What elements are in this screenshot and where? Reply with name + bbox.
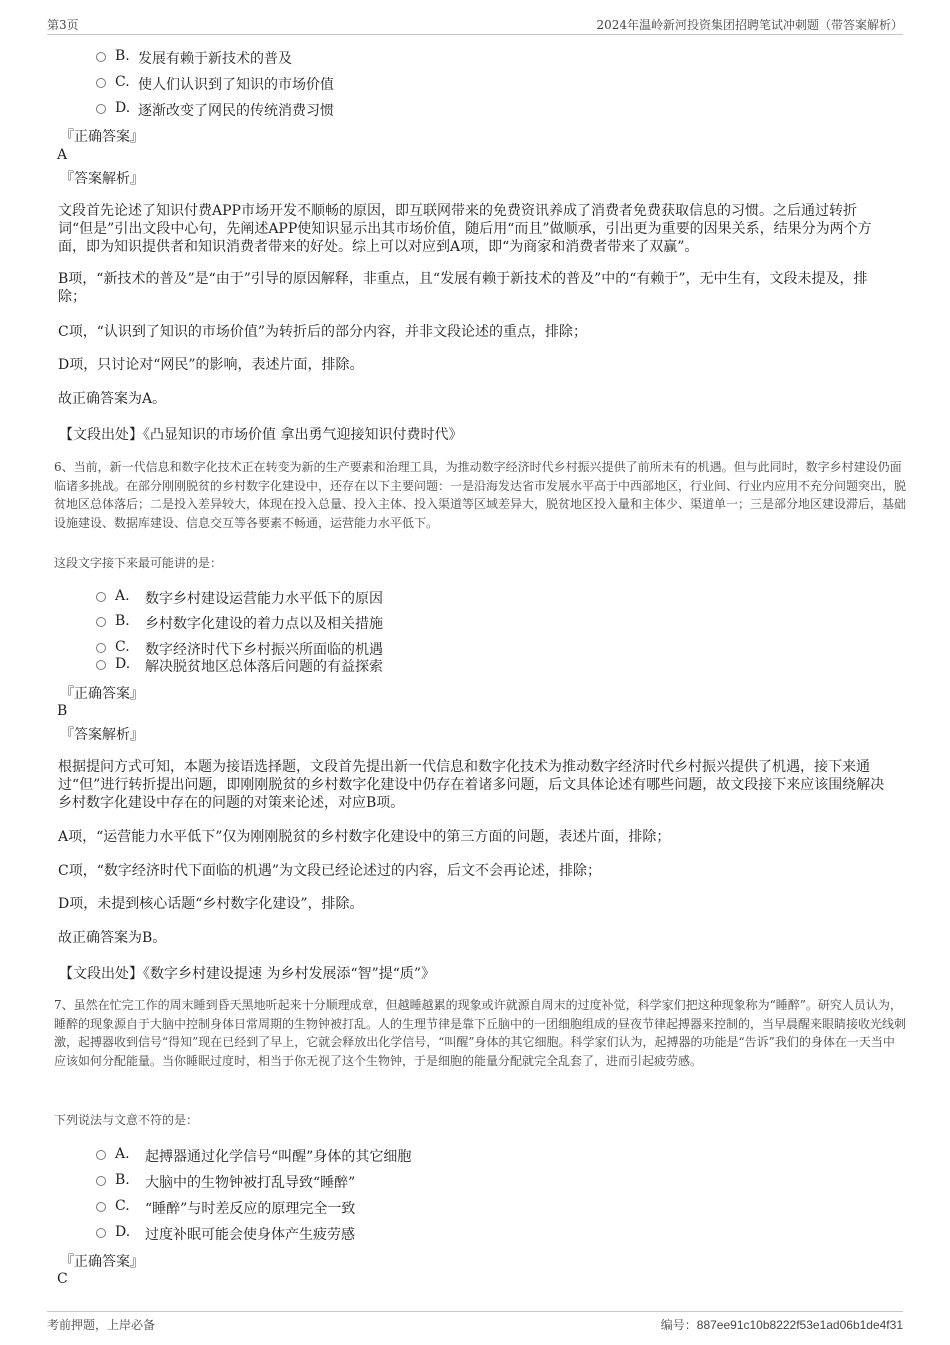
- q6-analysis-label: 『答案解析』: [60, 727, 144, 743]
- q5-analysis-paragraph: D项，只讨论对“网民”的影响，表述片面，排除。: [58, 357, 364, 373]
- q5-analysis-conclusion: 故正确答案为A。: [58, 391, 167, 407]
- q5-analysis-paragraph: B项，“新技术的普及”是“由于”引导的原因解释，非重点，且“发展有赖于新技术的普及”中的“有赖于”，无中生有，文段未提及，排除；: [58, 271, 868, 305]
- q6-stem: 6、当前，新一代信息和数字化技术正在转变为新的生产要素和治理工具，为推动数字经济时代乡村振兴提供了前所未有的机遇。但与此同时，数字乡村建设仍面临诸多挑战。在部分刚刚脱贫的乡村数字化建设中，还存在以下主要问题：一是沿海发达省市发展水平高于中西部地区，行业间、行业内应用不充分问题突出，脱贫地区总体落后；二是投入差异较大，体现在投入总量、投入主体、投入渠道等区域差异大，脱贫地区投入量和主体少、渠道单一；三是部分地区建设滞后，基础设施建设、数据库建设、信息交互等各要素不畅通，运营能力水平低下。: [54, 460, 907, 530]
- q6-analysis-paragraph: D项，未提到核心话题“乡村数字化建设”，排除。: [58, 896, 364, 912]
- code-value: 887ee91c10b8222f53e1ad06b1de4f31: [696, 1318, 903, 1332]
- q6-source: 【文段出处】《数字乡村建设提速 为乡村发展添“智”提“质”》: [59, 966, 436, 982]
- code-label: 编号：: [660, 1318, 697, 1332]
- document-code: [661, 1316, 903, 1333]
- q6-answer-label: 『正确答案』: [60, 686, 144, 702]
- q7-answer: C: [57, 1271, 68, 1287]
- q6-question: 这段文字接下来最可能讲的是：: [54, 556, 223, 570]
- radio-icon[interactable]: [96, 660, 106, 670]
- q6-analysis-paragraph: 根据提问方式可知，本题为接语选择题，文段首先提出新一代信息和数字化技术为推动数字经济时代乡村振兴提供了机遇，接下来通过“但”进行转折提出问题，即刚刚脱贫的乡村数字化建设中仍存在着诸多问题，后文具体论述有哪些问题，故文段接下来应该围绕解决乡村数字化建设中存在的问题的对策来论述，对应B项。: [58, 759, 885, 811]
- radio-icon[interactable]: [96, 643, 106, 653]
- q5-answer: A: [57, 147, 68, 163]
- q5-source: 【文段出处】《凸显知识的市场价值 拿出勇气迎接知识付费时代》: [59, 427, 463, 443]
- radio-icon[interactable]: [96, 1150, 106, 1160]
- q5-analysis-paragraph: C项，“认识到了知识的市场价值”为转折后的部分内容，并非文段论述的重点，排除；: [58, 324, 588, 340]
- q7-answer-label: 『正确答案』: [60, 1254, 144, 1270]
- radio-icon[interactable]: [96, 617, 106, 627]
- document-title: 2024年温岭新河投资集团招聘笔试冲刺题（带答案解析）: [596, 18, 903, 32]
- radio-icon[interactable]: [96, 1228, 106, 1238]
- radio-icon[interactable]: [96, 52, 106, 62]
- q6-analysis-paragraph: A项，“运营能力水平低下”仅为刚刚脱贫的乡村数字化建设中的第三方面的问题，表述片面，排除；: [58, 829, 671, 845]
- q7-stem: 7、虽然在忙完工作的周末睡到昏天黑地听起来十分顺理成章，但越睡越累的现象或许就源自周末的过度补觉，科学家们把这种现象称为“睡醉”。研究人员认为，睡醉的现象源自于大脑中控制身体日常周期的生物钟被打乱。人的生理节律是靠下丘脑中的一团细胞组成的昼夜节律起搏器来控制的，当早晨醒来眼睛接收光线刺激，起搏器收到信号“得知”现在已经到了早上，它就会释放出化学信号，“叫醒”身体的其它细胞。科学家们认为，起搏器的功能是“告诉”我们的身体在一天当中应该如何分配能量。当你睡眠过度时，相当于你无视了这个生物钟，于是细胞的能量分配就完全乱套了，进而引起疲劳感。: [54, 998, 907, 1068]
- footer-slogan: 考前押题，上岸必备: [47, 1318, 156, 1332]
- q5-analysis-paragraph: 文段首先论述了知识付费APP市场开发不顺畅的原因，即互联网带来的免费资讯养成了消费者免费获取信息的习惯。之后通过转折词“但是”引出文段中心句，先阐述APP使知识显示出其市场价值，随后用“而且”做顺承，引出更为重要的因果关系，结果分为两个方面，即为知识提供者和知识消费者带来的好处。综上可以对应到A项，即“为商家和消费者带来了双赢”。: [58, 203, 872, 255]
- q6-analysis-paragraph: C项，“数字经济时代下面临的机遇”为文段已经论述过的内容，后文不会再论述，排除；: [58, 863, 602, 879]
- q7-question: 下列说法与文意不符的是：: [54, 1113, 199, 1127]
- page-header: [47, 16, 903, 35]
- radio-icon[interactable]: [96, 104, 106, 114]
- q5-analysis-label: 『答案解析』: [60, 171, 144, 187]
- radio-icon[interactable]: [96, 1176, 106, 1186]
- page-footer: [47, 1311, 903, 1332]
- page-number: 第3页: [47, 18, 79, 32]
- radio-icon[interactable]: [96, 592, 106, 602]
- radio-icon[interactable]: [96, 78, 106, 88]
- q6-answer: B: [57, 703, 68, 719]
- q6-analysis-conclusion: 故正确答案为B。: [58, 930, 167, 946]
- q5-answer-label: 『正确答案』: [60, 129, 144, 145]
- radio-icon[interactable]: [96, 1202, 106, 1212]
